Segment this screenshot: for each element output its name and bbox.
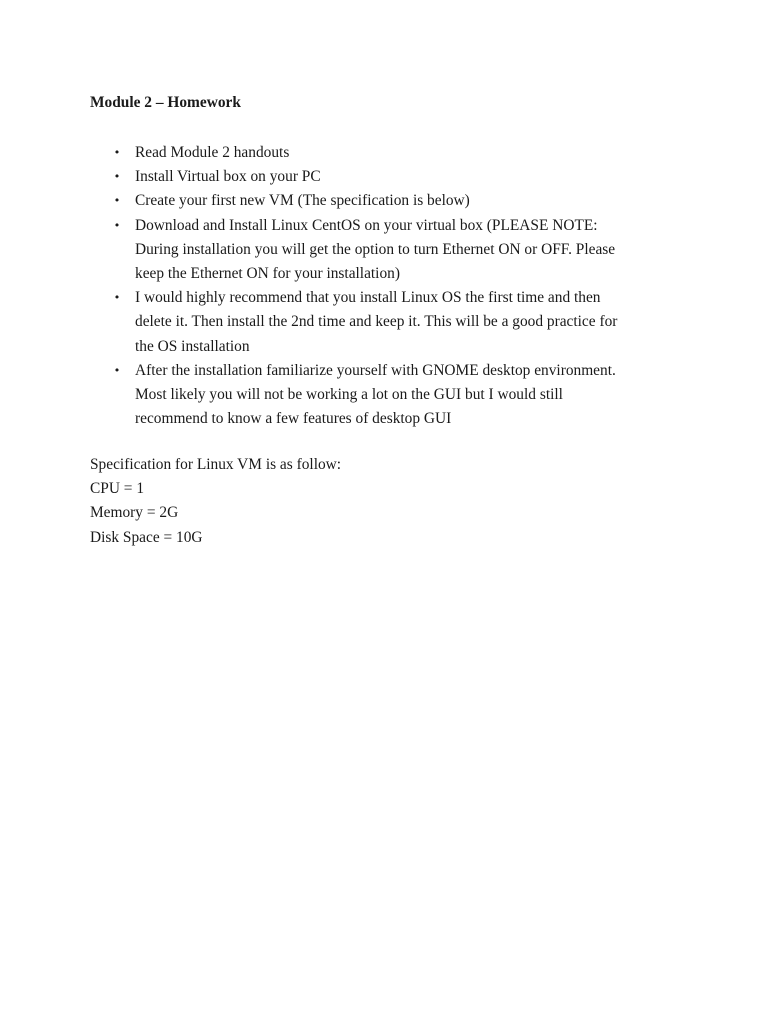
list-item-line: I would highly recommend that you install Linux OS the first time and then [135, 289, 601, 307]
spec-disk-space: Disk Space = 10G [90, 528, 203, 546]
bullet-icon: • [113, 194, 121, 208]
list-item [0, 214, 665, 287]
list-item-line: delete it. Then install the 2nd time and keep it. This will be a good practice for [135, 313, 618, 331]
list-item-line: During installation you will get the option to turn Ethernet ON or OFF. Please [135, 240, 616, 258]
list-item-line: Create your first new VM (The specification is below) [135, 192, 470, 210]
list-item-line: Read Module 2 handouts [135, 144, 290, 161]
vm-specification [90, 453, 341, 550]
list-item-line: recommend to know a few features of desktop GUI [135, 410, 452, 428]
bullet-icon: • [113, 363, 121, 377]
spec-heading: Specification for Linux VM is as follow: [90, 456, 342, 473]
list-item-line: keep the Ethernet ON for your installation) [135, 265, 400, 283]
bullet-icon: • [113, 291, 121, 305]
list-item-line: Most likely you will not be working a lot on the GUI but I would still [135, 386, 563, 404]
list-item [0, 141, 665, 165]
spec-memory: Memory = 2G [90, 504, 179, 522]
bullet-icon: • [113, 146, 121, 159]
spec-cpu: CPU = 1 [90, 480, 145, 498]
bullet-icon: • [113, 218, 121, 232]
list-item-line: Install Virtual box on your PC [135, 168, 321, 186]
list-item [0, 359, 665, 432]
list-item-line: After the installation familiarize yourself with GNOME desktop environment. [135, 361, 616, 379]
list-item [0, 286, 665, 359]
bullet-icon: • [113, 170, 121, 184]
list-item-line: the OS installation [135, 337, 250, 355]
homework-task-list [0, 141, 768, 431]
document-title: Module 2 – Homework [90, 94, 241, 111]
list-item [0, 165, 665, 189]
list-item-line: Download and Install Linux CentOS on your virtual box (PLEASE NOTE: [135, 216, 598, 234]
list-item [0, 189, 665, 213]
